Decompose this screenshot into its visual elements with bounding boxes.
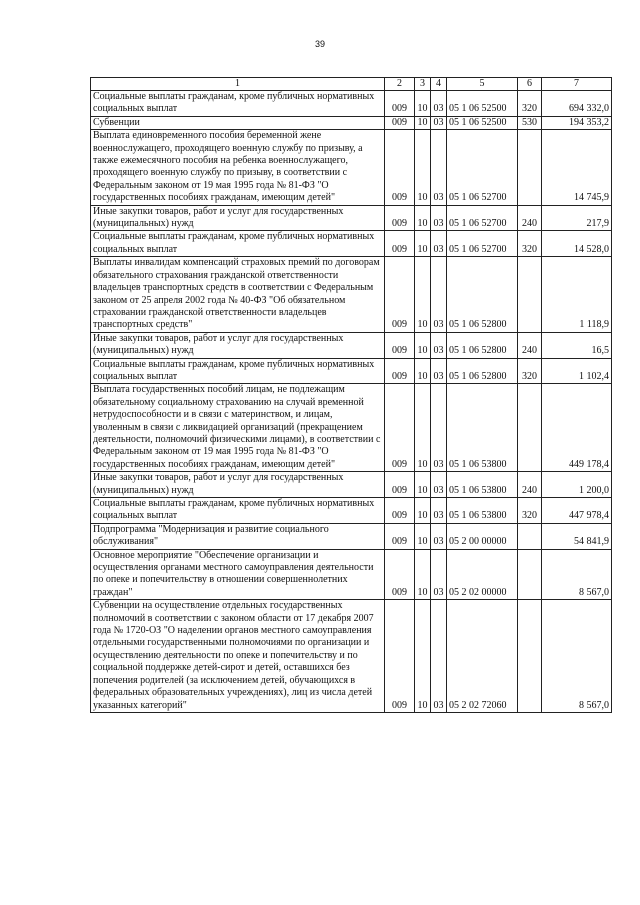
row-target-article: 05 2 00 00000 — [447, 523, 518, 549]
table-row — [91, 116, 612, 129]
row-sum: 217,9 — [542, 205, 612, 231]
row-expense-type — [518, 130, 542, 205]
table-row — [91, 600, 612, 713]
row-target-article: 05 1 06 52800 — [447, 332, 518, 358]
row-subsection: 03 — [431, 472, 447, 498]
table-row — [91, 130, 612, 205]
row-sum: 8 567,0 — [542, 549, 612, 600]
row-section: 10 — [415, 472, 431, 498]
row-expense-type: 240 — [518, 332, 542, 358]
row-target-article: 05 1 06 52500 — [447, 91, 518, 117]
row-grbs: 009 — [385, 549, 415, 600]
row-target-article: 05 2 02 72060 — [447, 600, 518, 713]
row-target-article: 05 1 06 53800 — [447, 498, 518, 524]
row-name: Основное мероприятие "Обеспечение организации и осуществления органами местного самоуправления деятельности по опеке и попечительству в отношении совершеннолетних граждан" — [91, 549, 385, 600]
row-grbs: 009 — [385, 231, 415, 257]
row-subsection: 03 — [431, 116, 447, 129]
row-section: 10 — [415, 116, 431, 129]
row-expense-type: 240 — [518, 205, 542, 231]
row-expense-type: 320 — [518, 91, 542, 117]
row-grbs: 009 — [385, 332, 415, 358]
row-sum: 447 978,4 — [542, 498, 612, 524]
row-name: Выплата государственных пособий лицам, не подлежащим обязательному социальному страхованию на случай временной нетрудоспособности и в связи с материнством, и лицам, уволенным в связи с ликвидацией организаций (прекращением деятельности, полномочий физическими лицами), в соответствии с Федеральным законом от 19 мая 1995 года № 81-ФЗ "О государственных пособиях гражданам, имеющим детей" — [91, 384, 385, 472]
header-cell: 5 — [447, 78, 518, 91]
table-row — [91, 523, 612, 549]
row-section: 10 — [415, 91, 431, 117]
budget-table — [90, 77, 612, 713]
row-sum: 14 745,9 — [542, 130, 612, 205]
row-expense-type — [518, 549, 542, 600]
table-row — [91, 549, 612, 600]
row-sum: 1 102,4 — [542, 358, 612, 384]
row-expense-type — [518, 384, 542, 472]
row-subsection: 03 — [431, 205, 447, 231]
row-name: Социальные выплаты гражданам, кроме публичных нормативных социальных выплат — [91, 91, 385, 117]
row-grbs: 009 — [385, 205, 415, 231]
row-name: Социальные выплаты гражданам, кроме публичных нормативных социальных выплат — [91, 231, 385, 257]
row-expense-type — [518, 523, 542, 549]
row-grbs: 009 — [385, 130, 415, 205]
row-subsection: 03 — [431, 332, 447, 358]
table-row — [91, 498, 612, 524]
header-cell: 1 — [91, 78, 385, 91]
row-name: Выплаты инвалидам компенсаций страховых премий по договорам обязательного страхования гражданской ответственности владельцев транспортных средств в соответствии с Федеральным законом от 25 апреля 2002 года № 40-ФЗ "Об обязательном страховании гражданской ответственности владельцев транспортных средств" — [91, 257, 385, 332]
row-section: 10 — [415, 257, 431, 332]
row-name: Социальные выплаты гражданам, кроме публичных нормативных социальных выплат — [91, 358, 385, 384]
row-expense-type: 320 — [518, 358, 542, 384]
row-target-article: 05 1 06 52700 — [447, 231, 518, 257]
table-row — [91, 257, 612, 332]
row-expense-type: 240 — [518, 472, 542, 498]
row-grbs: 009 — [385, 498, 415, 524]
row-name: Иные закупки товаров, работ и услуг для государственных (муниципальных) нужд — [91, 332, 385, 358]
row-target-article: 05 2 02 00000 — [447, 549, 518, 600]
row-subsection: 03 — [431, 384, 447, 472]
row-sum: 694 332,0 — [542, 91, 612, 117]
row-sum: 1 200,0 — [542, 472, 612, 498]
row-grbs: 009 — [385, 384, 415, 472]
row-sum: 449 178,4 — [542, 384, 612, 472]
row-subsection: 03 — [431, 358, 447, 384]
row-section: 10 — [415, 130, 431, 205]
row-subsection: 03 — [431, 549, 447, 600]
row-grbs: 009 — [385, 257, 415, 332]
header-cell: 2 — [385, 78, 415, 91]
row-subsection: 03 — [431, 130, 447, 205]
row-name: Иные закупки товаров, работ и услуг для государственных (муниципальных) нужд — [91, 472, 385, 498]
row-subsection: 03 — [431, 257, 447, 332]
row-section: 10 — [415, 205, 431, 231]
row-section: 10 — [415, 523, 431, 549]
row-grbs: 009 — [385, 116, 415, 129]
row-target-article: 05 1 06 53800 — [447, 384, 518, 472]
row-name: Иные закупки товаров, работ и услуг для государственных (муниципальных) нужд — [91, 205, 385, 231]
row-grbs: 009 — [385, 523, 415, 549]
row-target-article: 05 1 06 52700 — [447, 205, 518, 231]
row-target-article: 05 1 06 52800 — [447, 358, 518, 384]
row-name: Социальные выплаты гражданам, кроме публичных нормативных социальных выплат — [91, 498, 385, 524]
row-subsection: 03 — [431, 600, 447, 713]
row-target-article: 05 1 06 53800 — [447, 472, 518, 498]
row-expense-type: 320 — [518, 498, 542, 524]
page-number: 39 — [314, 39, 325, 49]
row-expense-type: 530 — [518, 116, 542, 129]
row-section: 10 — [415, 332, 431, 358]
row-section: 10 — [415, 358, 431, 384]
table-row — [91, 358, 612, 384]
row-grbs: 009 — [385, 358, 415, 384]
row-name: Субвенции на осуществление отдельных государственных полномочий в соответствии с законом области от 17 декабря 2007 года № 1720-ОЗ "О наделении органов местного самоуправления отдельными государственными полномочиями по организации и осуществлению деятельности по опеке и попечительству и по социальной поддержке детей-сирот и детей, оставшихся без попечения родителей (за исключением детей, обучающихся в федеральных образовательных учреждениях), лиц из числа детей указанных категорий" — [91, 600, 385, 713]
row-name: Субвенции — [91, 116, 385, 129]
row-grbs: 009 — [385, 600, 415, 713]
row-sum: 16,5 — [542, 332, 612, 358]
row-sum: 54 841,9 — [542, 523, 612, 549]
row-section: 10 — [415, 600, 431, 713]
row-target-article: 05 1 06 52500 — [447, 116, 518, 129]
row-subsection: 03 — [431, 91, 447, 117]
row-section: 10 — [415, 498, 431, 524]
row-grbs: 009 — [385, 91, 415, 117]
row-sum: 14 528,0 — [542, 231, 612, 257]
table-row — [91, 205, 612, 231]
header-cell: 4 — [431, 78, 447, 91]
row-expense-type: 320 — [518, 231, 542, 257]
table-row — [91, 231, 612, 257]
row-sum: 194 353,2 — [542, 116, 612, 129]
row-subsection: 03 — [431, 498, 447, 524]
header-cell: 6 — [518, 78, 542, 91]
header-cell: 3 — [415, 78, 431, 91]
row-section: 10 — [415, 384, 431, 472]
table-row — [91, 472, 612, 498]
table-row — [91, 91, 612, 117]
row-name: Подпрограмма "Модернизация и развитие социального обслуживания" — [91, 523, 385, 549]
row-sum: 8 567,0 — [542, 600, 612, 713]
row-grbs: 009 — [385, 472, 415, 498]
row-target-article: 05 1 06 52700 — [447, 130, 518, 205]
header-cell: 7 — [542, 78, 612, 91]
row-name: Выплата единовременного пособия беременной жене военнослужащего, проходящего военную службу по призыву, а также ежемесячного пособия на ребенка военнослужащего, проходящего военную службу по призыву, в соответствии с Федеральным законом от 19 мая 1995 года № 81-ФЗ "О государственных пособиях гражданам, имеющим детей" — [91, 130, 385, 205]
row-sum: 1 118,9 — [542, 257, 612, 332]
row-subsection: 03 — [431, 523, 447, 549]
row-target-article: 05 1 06 52800 — [447, 257, 518, 332]
row-expense-type — [518, 600, 542, 713]
row-subsection: 03 — [431, 231, 447, 257]
row-section: 10 — [415, 549, 431, 600]
table-row — [91, 332, 612, 358]
table-row — [91, 384, 612, 472]
table-header-row — [91, 78, 612, 91]
row-section: 10 — [415, 231, 431, 257]
row-expense-type — [518, 257, 542, 332]
